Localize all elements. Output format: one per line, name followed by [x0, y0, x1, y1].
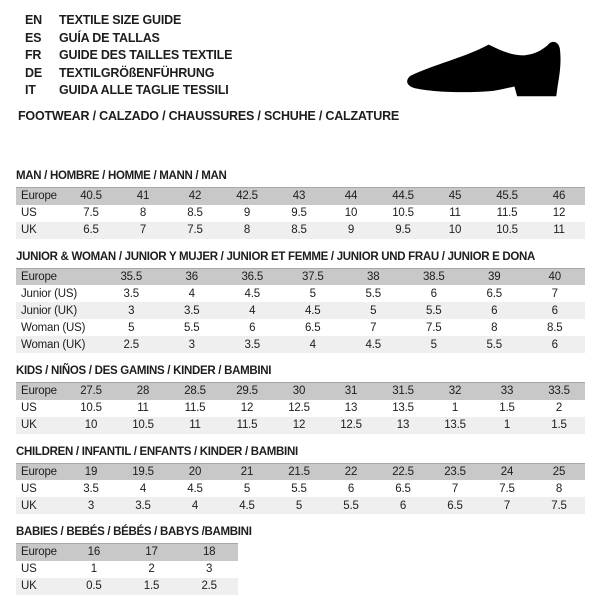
size-cell: 6 [347, 482, 355, 495]
shoe-icon [396, 34, 576, 98]
size-cell: 6 [491, 304, 498, 317]
size-cell: 38.5 [422, 270, 445, 283]
size-cell: 8 [491, 321, 498, 334]
size-cell: 13 [344, 402, 358, 414]
row-label: UK [21, 224, 37, 236]
size-cell: 3 [128, 304, 135, 317]
size-cell: 12 [292, 419, 306, 431]
row-label: Europe [21, 270, 57, 283]
size-cell: 8.5 [291, 224, 307, 236]
size-cell: 3 [206, 563, 213, 575]
size-table [16, 543, 238, 595]
size-cell: 3.5 [135, 499, 151, 512]
size-cell: 10.5 [80, 402, 102, 414]
size-cell: 4.5 [239, 499, 255, 512]
size-cell: 13 [396, 419, 410, 431]
size-cell: 24 [500, 465, 514, 478]
size-cell: 3 [188, 338, 195, 351]
size-cell: 46 [552, 190, 566, 203]
table-row [16, 463, 585, 480]
row-label: Junior (UK) [21, 304, 77, 317]
size-cell: 8 [139, 207, 147, 219]
size-cell: 8.5 [187, 207, 203, 219]
row-label: Europe [21, 465, 57, 478]
size-cell: 13.5 [392, 402, 414, 414]
size-cell: 3.5 [123, 287, 139, 300]
size-cell: 21.5 [288, 465, 310, 478]
size-cell: 3.5 [184, 304, 200, 317]
size-cell: 33 [500, 385, 514, 398]
table-row [16, 222, 585, 239]
size-cell: 1.5 [143, 580, 160, 592]
size-cell: 3.5 [83, 482, 99, 495]
language-label: GUÍA DE TALLAS [59, 30, 160, 45]
size-cell: 5 [243, 482, 251, 495]
size-cell: 16 [87, 546, 101, 559]
size-cell: 9 [347, 224, 355, 236]
size-cell: 6 [399, 499, 407, 512]
size-cell: 45.5 [496, 190, 518, 203]
size-cell: 7.5 [426, 321, 442, 334]
size-cell: 5 [295, 499, 303, 512]
size-cell: 42 [188, 190, 202, 203]
language-code: EN [25, 13, 42, 27]
size-cell: 36.5 [241, 270, 264, 283]
size-cell: 36 [185, 270, 198, 283]
size-cell: 21 [240, 465, 254, 478]
size-cell: 11.5 [184, 402, 206, 414]
size-cell: 9 [243, 207, 251, 219]
row-label: Europe [21, 190, 57, 203]
language-label: TEXTILE SIZE GUIDE [59, 13, 182, 27]
size-cell: 45 [448, 190, 462, 203]
size-cell: 19 [84, 465, 98, 478]
table-row [16, 561, 238, 578]
row-label: Europe [21, 385, 57, 398]
size-cell: 6.5 [486, 287, 502, 300]
size-cell: 10 [448, 224, 462, 236]
size-cell: 30 [292, 385, 306, 398]
size-cell: 4 [249, 304, 256, 317]
header-section [0, 0, 600, 170]
size-table-section [16, 365, 585, 434]
size-cell: 10.5 [392, 207, 414, 219]
size-cell: 5.5 [486, 338, 502, 351]
size-cell: 8.5 [547, 321, 563, 334]
row-label: Woman (UK) [21, 338, 86, 351]
size-cell: 2 [148, 563, 155, 575]
size-cell: 8 [243, 224, 251, 236]
size-cell: 12.5 [288, 402, 310, 414]
size-cell: 5 [128, 321, 135, 334]
size-cell: 27.5 [80, 385, 102, 398]
row-label: US [21, 207, 37, 219]
size-cell: 4 [309, 338, 316, 351]
size-cell: 28.5 [184, 385, 206, 398]
size-table [16, 463, 585, 515]
size-cell: 38 [367, 270, 380, 283]
size-cell: 6 [551, 304, 558, 317]
language-code: DE [25, 65, 42, 80]
size-cell: 22 [344, 465, 358, 478]
size-cell: 5.5 [343, 499, 359, 512]
table-row [16, 578, 238, 595]
size-cell: 5.5 [426, 304, 442, 317]
size-cell: 11 [449, 207, 461, 219]
table-row [16, 285, 585, 302]
size-cell: 6 [551, 338, 558, 351]
size-cell: 10.5 [496, 224, 518, 236]
row-label: UK [21, 419, 37, 431]
size-cell: 4.5 [244, 287, 260, 300]
size-cell: 11.5 [236, 419, 258, 431]
table-row [16, 205, 585, 222]
table-row [16, 268, 585, 285]
size-cell: 4.5 [187, 482, 203, 495]
table-title: BABIES / BEBÉS / BÉBÉS / BABYS /BAMBINI [16, 526, 252, 538]
size-cell: 31 [344, 385, 358, 398]
size-cell: 7 [503, 499, 511, 512]
size-cell: 32 [448, 385, 462, 398]
size-cell: 11.5 [496, 207, 518, 219]
table-row [16, 336, 585, 353]
size-cell: 7 [139, 224, 147, 236]
size-cell: 5 [370, 304, 377, 317]
size-cell: 12 [552, 207, 566, 219]
size-cell: 4 [188, 287, 195, 300]
language-label: GUIDE DES TAILLES TEXTILE [59, 48, 233, 62]
size-cell: 23.5 [444, 465, 466, 478]
table-row [16, 302, 585, 319]
size-cell: 11 [137, 402, 149, 414]
table-title: KIDS / NIÑOS / DES GAMINS / KINDER / BAMBINI [16, 365, 272, 377]
size-cell: 1 [503, 419, 511, 431]
size-cell: 43 [292, 190, 306, 203]
size-cell: 8 [555, 482, 563, 495]
row-label: UK [21, 499, 37, 512]
size-cell: 6.5 [305, 321, 321, 334]
size-cell: 5.5 [365, 287, 381, 300]
size-cell: 4 [191, 499, 199, 512]
size-cell: 5.5 [184, 321, 200, 334]
size-cell: 33.5 [548, 385, 570, 398]
size-cell: 6.5 [395, 482, 411, 495]
language-code: ES [25, 30, 42, 45]
size-cell: 1 [451, 402, 459, 414]
language-label: TEXTILGRÖßENFÜHRUNG [59, 65, 215, 80]
size-cell: 0.5 [86, 580, 102, 592]
size-cell: 12 [240, 402, 254, 414]
category-line: FOOTWEAR / CALZADO / CHAUSSURES / SCHUHE / CALZATURE [18, 108, 400, 123]
size-cell: 7 [451, 482, 459, 495]
size-cell: 1 [90, 563, 97, 575]
table-row [16, 497, 585, 514]
size-cell: 35.5 [120, 270, 143, 283]
size-cell: 39 [488, 270, 501, 283]
size-cell: 6 [430, 287, 437, 300]
size-cell: 37.5 [301, 270, 324, 283]
row-label: Junior (US) [21, 287, 77, 300]
row-label: UK [21, 580, 37, 592]
size-cell: 2.5 [201, 580, 217, 592]
size-cell: 25 [552, 465, 566, 478]
size-cell: 7 [370, 321, 377, 334]
size-cell: 6.5 [83, 224, 99, 236]
size-cell: 7.5 [83, 207, 99, 219]
size-table-section [16, 526, 585, 595]
size-cell: 40.5 [80, 190, 102, 203]
size-cell: 17 [145, 546, 158, 559]
size-cell: 5 [430, 338, 437, 351]
table-title: MAN / HOMBRE / HOMME / MANN / MAN [16, 170, 227, 182]
size-tables [0, 170, 600, 595]
size-cell: 44.5 [392, 190, 414, 203]
size-cell: 40 [548, 270, 561, 283]
size-cell: 10.5 [132, 419, 154, 431]
size-cell: 4.5 [305, 304, 321, 317]
language-row [25, 12, 600, 30]
size-cell: 2.5 [123, 338, 139, 351]
language-code: FR [25, 48, 42, 62]
row-label: Europe [21, 546, 57, 559]
size-cell: 22.5 [392, 465, 414, 478]
size-cell: 10 [84, 419, 98, 431]
table-row [16, 544, 238, 561]
table-row [16, 188, 585, 205]
size-cell: 2 [555, 402, 563, 414]
size-cell: 6 [249, 321, 256, 334]
table-row [16, 383, 585, 400]
size-cell: 5.5 [291, 482, 307, 495]
row-label: US [21, 402, 37, 414]
size-cell: 1.5 [551, 419, 567, 431]
size-cell: 10 [344, 207, 358, 219]
table-row [16, 319, 585, 336]
size-table-section [16, 170, 585, 239]
table-row [16, 400, 585, 417]
size-cell: 9.5 [395, 224, 411, 236]
size-cell: 4.5 [365, 338, 381, 351]
size-cell: 3.5 [244, 338, 260, 351]
size-cell: 28 [136, 385, 150, 398]
size-table [16, 187, 585, 239]
size-cell: 29.5 [236, 385, 258, 398]
size-table-section [16, 446, 585, 515]
size-cell: 7.5 [551, 499, 567, 512]
size-cell: 41 [136, 190, 150, 203]
row-label: US [21, 563, 37, 575]
size-cell: 13.5 [444, 419, 466, 431]
language-label: GUIDA ALLE TAGLIE TESSILI [59, 83, 229, 97]
size-cell: 7 [551, 287, 558, 300]
size-cell: 19.5 [132, 465, 154, 478]
size-cell: 1.5 [499, 402, 515, 414]
size-cell: 9.5 [291, 207, 307, 219]
row-label: Woman (US) [21, 321, 86, 334]
table-title: JUNIOR & WOMAN / JUNIOR Y MUJER / JUNIOR ET FEMME / JUNIOR UND FRAU / JUNIOR E DONA [16, 250, 536, 263]
size-cell: 11 [189, 419, 201, 431]
row-label: US [21, 482, 37, 495]
size-cell: 12.5 [340, 419, 362, 431]
size-cell: 42.5 [236, 190, 258, 203]
size-cell: 4 [139, 482, 147, 495]
size-table-section [16, 251, 585, 354]
table-row [16, 480, 585, 497]
size-cell: 7.5 [499, 482, 515, 495]
size-cell: 11 [553, 224, 565, 236]
size-cell: 20 [188, 465, 202, 478]
size-cell: 18 [202, 546, 216, 559]
size-cell: 7.5 [187, 224, 203, 236]
size-cell: 6.5 [447, 499, 463, 512]
size-cell: 31.5 [392, 385, 414, 398]
size-table [16, 382, 585, 434]
table-row [16, 417, 585, 434]
size-cell: 5 [309, 287, 316, 300]
table-title: CHILDREN / INFANTIL / ENFANTS / KINDER / BAMBINI [16, 445, 298, 458]
size-cell: 3 [87, 499, 95, 512]
size-cell: 44 [344, 190, 358, 203]
language-code: IT [25, 83, 36, 97]
size-table [16, 268, 585, 354]
